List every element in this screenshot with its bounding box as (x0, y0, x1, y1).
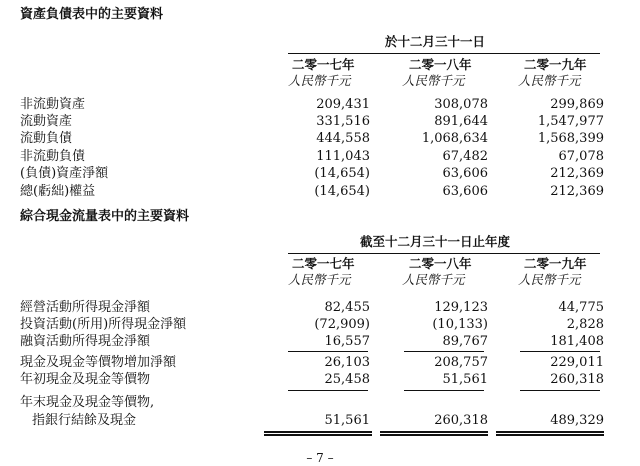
balance-row-label: 總(虧絀)權益 (20, 184, 96, 199)
cash-cell: 129,123 (434, 300, 488, 315)
cash-cell: 82,455 (324, 300, 370, 315)
balance-cell: 1,568,399 (537, 131, 604, 146)
total-double-rule (264, 431, 372, 433)
balance-row-label: 流動負債 (20, 131, 73, 146)
cash-row-label: 現金及現金等價物增加淨額 (20, 355, 177, 370)
balance-cell: 1,068,634 (421, 131, 488, 146)
cash-col-unit-2019: 人民幣千元 (518, 272, 581, 287)
balance-cell: 212,369 (550, 184, 604, 199)
cash-cell: 44,775 (558, 300, 604, 315)
cash-col-unit-2017: 人民幣千元 (288, 272, 351, 287)
cash-cell: 229,011 (550, 355, 604, 370)
page-number: – 7 – (306, 451, 334, 465)
cash-flow-title: 綜合現金流量表中的主要資料 (20, 209, 190, 224)
cash-col-year-2017: 二零一七年 (292, 256, 355, 271)
balance-cell: 63,606 (442, 166, 488, 181)
balance-cell: 63,606 (442, 184, 488, 199)
balance-cell: 209,431 (316, 97, 370, 112)
total-double-rule (380, 434, 488, 436)
balance-period-rule (288, 53, 600, 54)
balance-cell: 891,644 (434, 114, 488, 129)
cash-row-label: 投資活動(所用)所得現金淨額 (20, 317, 187, 332)
balance-col-unit-2017: 人民幣千元 (288, 73, 351, 88)
total-double-rule (264, 434, 372, 436)
cash-cell: 51,561 (442, 372, 488, 387)
cash-col-year-2019: 二零一九年 (524, 256, 587, 271)
cash-col-unit-2018: 人民幣千元 (402, 272, 465, 287)
balance-col-year-2017: 二零一七年 (292, 57, 355, 72)
subtotal-rule (288, 351, 368, 352)
subtotal-rule (520, 390, 600, 391)
subtotal-rule (404, 351, 484, 352)
cash-cell: 260,318 (550, 372, 604, 387)
total-double-rule (380, 431, 488, 433)
total-double-rule (496, 434, 604, 436)
balance-cell: (14,654) (314, 184, 370, 199)
balance-cell: (14,654) (314, 166, 370, 181)
balance-row-label: (負債)資產淨額 (20, 166, 109, 181)
subtotal-rule (520, 351, 600, 352)
balance-cell: 67,482 (442, 149, 488, 164)
cash-cell: 2,828 (566, 317, 604, 332)
cash-row-label: 經營活動所得現金淨額 (20, 300, 151, 315)
cash-period-rule (288, 253, 600, 254)
total-double-rule (496, 431, 604, 433)
balance-cell: 308,078 (434, 97, 488, 112)
cash-cell: 26,103 (324, 355, 370, 370)
cash-cell: 489,329 (550, 413, 604, 428)
balance-row-label: 非流動負債 (20, 149, 86, 164)
cash-cell: (10,133) (432, 317, 488, 332)
balance-sheet-title: 資產負債表中的主要資料 (20, 7, 164, 22)
balance-col-unit-2019: 人民幣千元 (518, 73, 581, 88)
balance-row-label: 流動資產 (20, 114, 73, 129)
subtotal-rule (288, 390, 368, 391)
cash-row-label: 融資活動所得現金淨額 (20, 334, 151, 349)
cash-period-header: 截至十二月三十一日止年度 (359, 234, 510, 249)
balance-cell: 444,558 (316, 131, 370, 146)
cash-cell: 260,318 (434, 413, 488, 428)
subtotal-rule (404, 390, 484, 391)
cash-cell: 25,458 (324, 372, 370, 387)
balance-cell: 299,869 (550, 97, 604, 112)
cash-cell: (72,909) (314, 317, 370, 332)
balance-cell: 331,516 (316, 114, 370, 129)
cash-cell: 51,561 (324, 413, 370, 428)
balance-col-year-2018: 二零一八年 (409, 57, 472, 72)
cash-col-year-2018: 二零一八年 (409, 256, 472, 271)
balance-cell: 212,369 (550, 166, 604, 181)
balance-col-year-2019: 二零一九年 (524, 57, 587, 72)
balance-period-header: 於十二月三十一日 (384, 34, 485, 49)
balance-cell: 67,078 (558, 149, 604, 164)
balance-cell: 111,043 (316, 149, 370, 164)
cash-cell: 89,767 (442, 334, 488, 349)
balance-cell: 1,547,977 (537, 114, 604, 129)
cash-row-label-line2: 指銀行結餘及現金 (32, 413, 137, 428)
cash-row-label: 年初現金及現金等價物 (20, 372, 151, 387)
balance-row-label: 非流動資產 (20, 97, 86, 112)
cash-cell: 181,408 (550, 334, 604, 349)
cash-cell: 208,757 (434, 355, 488, 370)
cash-cell: 16,557 (324, 334, 370, 349)
balance-col-unit-2018: 人民幣千元 (402, 73, 465, 88)
cash-row-label: 年末現金及現金等價物, (20, 395, 155, 410)
